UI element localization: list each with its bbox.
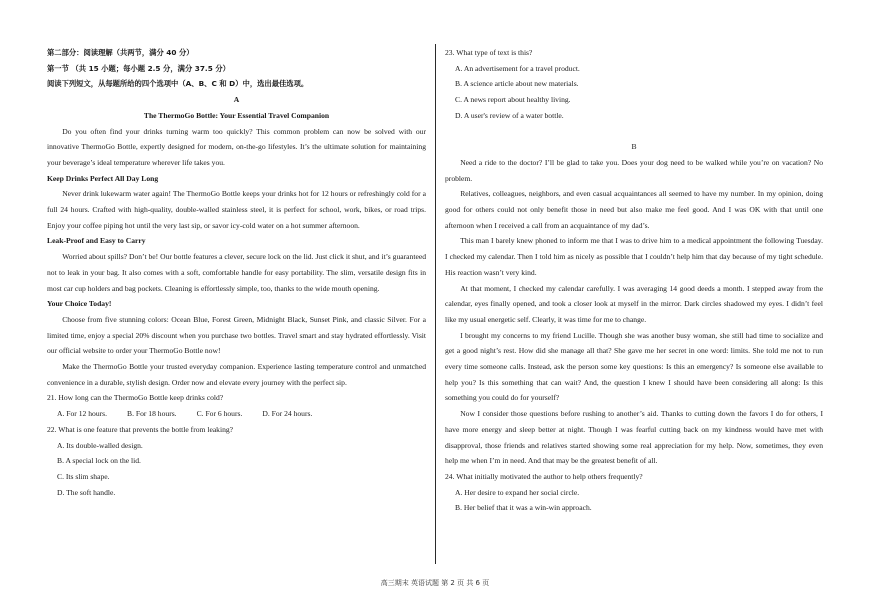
- question-22: 22. What is one feature that prevents the bottle from leaking?: [47, 424, 234, 434]
- option: A. For 12 hours.: [57, 409, 107, 419]
- paragraph: Choose from five stunning colors: Ocean Blue, Forest Green, Midnight Black, Sunset Pink, and classic Silver. For a limited time, enjoy a special 20% discount when you purchase two bottles. Travel smart and stay hydrated effortlessly. Visit our official website to order your ThermoGo Bottle now!: [47, 314, 426, 356]
- paragraph: Never drink lukewarm water again! The ThermoGo Bottle keeps your drinks hot for 12 hours or refreshingly cold for a full 24 hours. Crafted with high-quality, double-walled stainless steel, it is perfect for school, work, bikes, or road trips. Enjoy your coffee piping hot until the very last sip, or savor icy-cold water on a hot summer afternoon.: [47, 189, 426, 230]
- option: C. For 6 hours.: [196, 409, 243, 419]
- paragraph: Need a ride to the doctor? I’ll be glad to take you. Does your dog need to be walked while you’re on vacation? No problem.: [445, 157, 823, 183]
- option: D. For 24 hours.: [262, 409, 313, 419]
- paragraph: This man I barely knew phoned to inform me that I was to drive him to a medical appointment the following Tuesday. I checked my calendar. Then I told him as nicely as possible that I couldn’t help him that day because of my tight schedule. His reaction wasn’t very kind.: [445, 236, 823, 277]
- right-column: [445, 45, 823, 516]
- option: A. Her desire to expand her social circle.: [455, 487, 580, 497]
- option: D. The soft handle.: [57, 487, 116, 497]
- paragraph: Now I consider those questions before rushing to another’s aid. Thanks to cutting down the favors I do for others, I have more energy and sleep better at night. Though I was fearful cutting back on my kindness would have met with disapproval, those friends and relatives started showing some real appreciation for my help. Now, sometimes, they even help me when I’m in need. And that may be the greatest benefit of all.: [445, 409, 823, 466]
- question-21: 21. How long can the ThermoGo Bottle keep drinks cold?: [47, 393, 224, 403]
- subheading: Keep Drinks Perfect All Day Long: [47, 173, 159, 183]
- passage-letter-b: B: [631, 142, 637, 152]
- passage-letter-a: A: [233, 95, 240, 105]
- paragraph: At that moment, I checked my calendar carefully. I was averaging 14 good deeds a month. I stepped away from the calendar, eyes finally opened, and took a closer look at myself in the mirror. Dark circles shadowed my eyes. I didn’t feel like my usual energetic self. Clearly, it was time for me to change.: [445, 283, 823, 324]
- option: B. A special lock on the lid.: [57, 456, 141, 466]
- paragraph: Relatives, colleagues, neighbors, and even casual acquaintances all seemed to have my number. In my opinion, doing good for others could not only benefit those in need but also make me feel good. And I was OK with that until one afternoon when I received a call from an acquaintance of my dad’s.: [445, 189, 823, 230]
- question-23: 23. What type of text is this?: [445, 48, 533, 57]
- option: B. Her belief that it was a win-win approach.: [455, 503, 592, 513]
- option: B. A science article about new materials.: [455, 79, 579, 89]
- option: C. A news report about healthy living.: [455, 95, 571, 105]
- paragraph: Do you often find your drinks turning warm too quickly? This common problem can now be solved with our innovative ThermoGo Bottle, expertly designed for modern, on-the-go lifestyles. It’s the ultimate solution for maintaining your beverage’s ideal temperature wherever life takes you.: [47, 126, 426, 167]
- option: D. A user's review of a water bottle.: [455, 110, 564, 120]
- instructions: 阅读下列短文，从每题所给的四个选项中（A、B、C 和 D）中，选出最佳选项。: [47, 79, 309, 89]
- option: B. For 18 hours.: [127, 409, 177, 419]
- question-24: 24. What initially motivated the author to help others frequently?: [445, 471, 643, 481]
- subheading: Leak-Proof and Easy to Carry: [47, 236, 146, 246]
- section-heading: 第二部分：阅读理解（共两节，满分 40 分）: [47, 48, 194, 57]
- paragraph: I brought my concerns to my friend Lucille. Though she was another busy woman, she still had time to socialize and get a good night’s rest. How did she manage all that? She gave me her secret in one word: limits. She told me not to run every time someone calls. Instead, ask the person some key questions: Is this an emergency? Is someone else available to help you? Is this something that can wait? And, the question I knew I should have been considering all along: Is this something you could do for yourself?: [445, 330, 823, 403]
- option: C. Its slim shape.: [57, 471, 110, 481]
- page-footer: 高三期末 英语试题 第 2 页 共 6 页: [380, 579, 490, 587]
- subsection-heading: 第一节 （共 15 小题；每小题 2.5 分，满分 37.5 分）: [47, 63, 230, 73]
- question-21-options: [47, 406, 426, 422]
- paragraph: Worried about spills? Don’t be! Our bottle features a clever, secure lock on the lid. Just click it shut, and it’s guaranteed not to leak in your bag. It also comes with a soft, comfortable handle for easy portability. The slim, versatile design fits in most car cup holders and bag pockets. Cleaning is effortlessly simple, too, thanks to the wide mouth opening.: [47, 252, 426, 293]
- column-divider: [435, 44, 436, 564]
- paragraph: Make the ThermoGo Bottle your trusted everyday companion. Experience lasting temperature control and unmatched convenience in a durable, stylish design. Order now and elevate every journey with the perfect sip.: [47, 362, 426, 387]
- passage-title: The ThermoGo Bottle: Your Essential Travel Companion: [143, 110, 330, 120]
- subheading: Your Choice Today!: [47, 299, 112, 309]
- option: A. An advertisement for a travel product.: [455, 63, 580, 73]
- left-column: [47, 45, 426, 500]
- option: A. Its double-walled design.: [57, 440, 143, 450]
